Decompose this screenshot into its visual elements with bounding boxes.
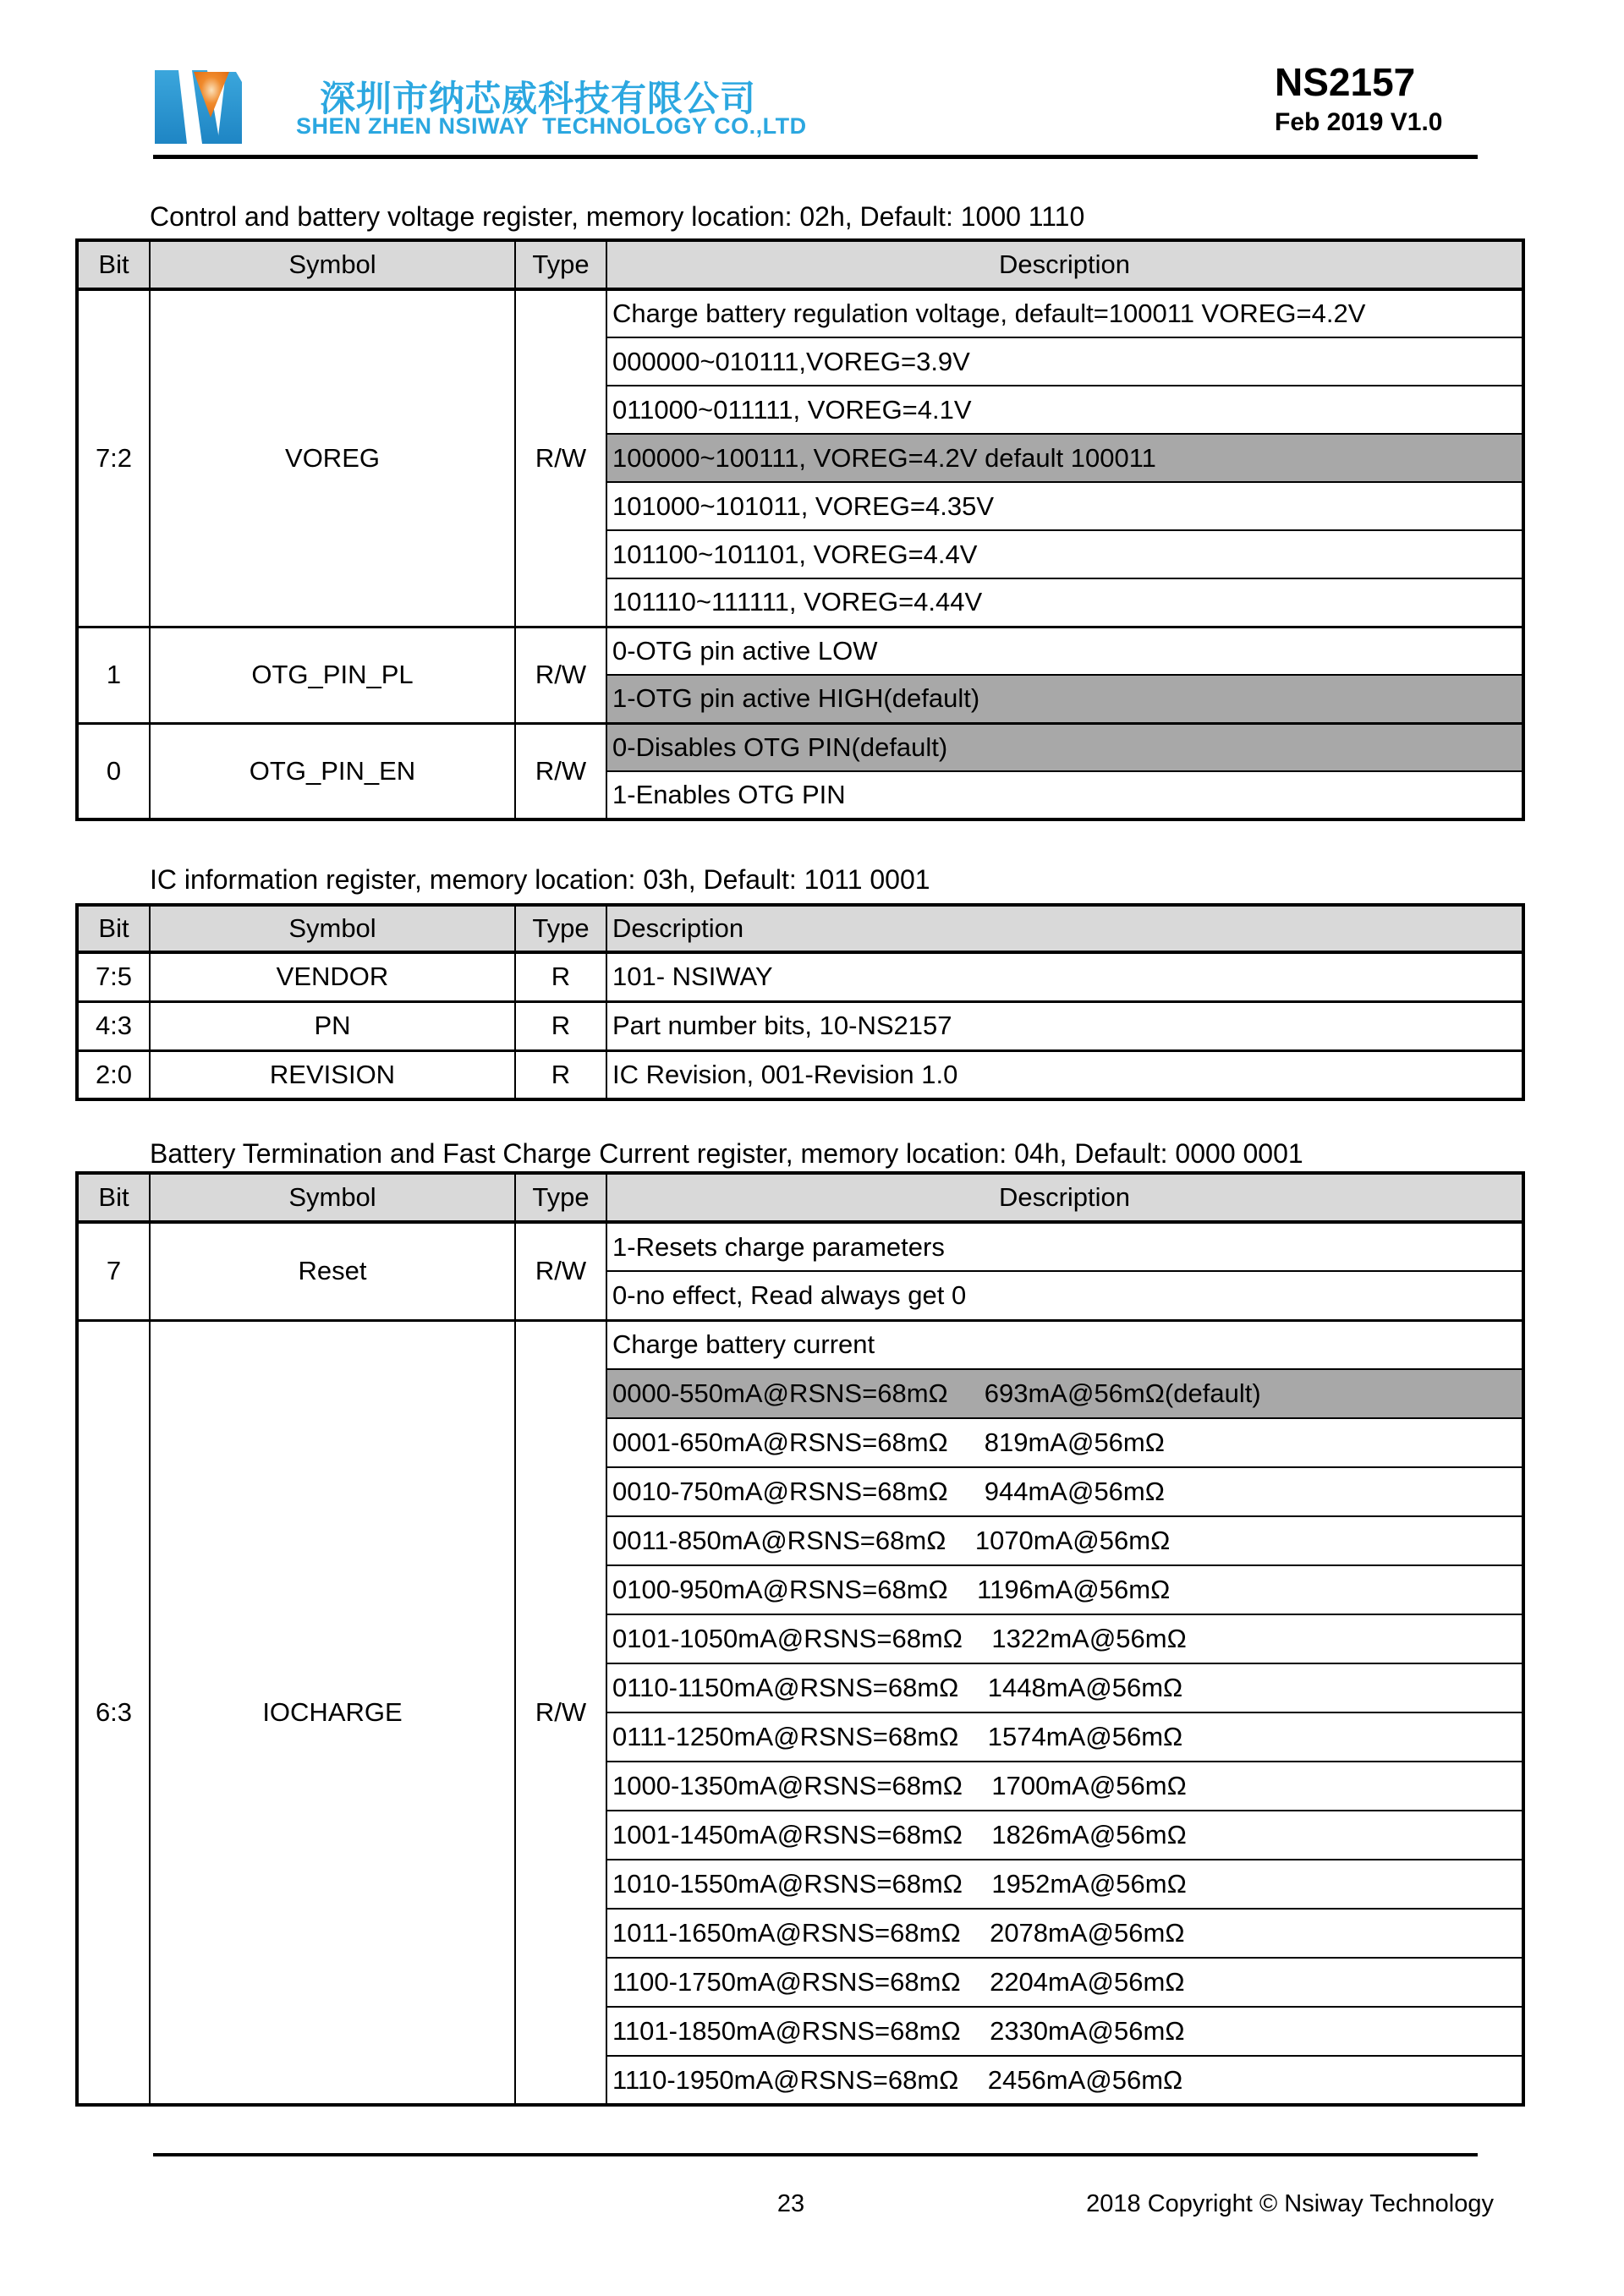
description-cell: 011000~011111, VOREG=4.1V: [606, 386, 1523, 434]
bit-cell: 0: [77, 723, 150, 819]
battery-termination-register-table: [75, 1171, 1525, 2107]
description-cell: 1110-1950mA@RSNS=68mΩ 2456mA@56mΩ: [606, 2056, 1523, 2105]
type-cell: R: [515, 952, 606, 1001]
type-cell: R: [515, 1050, 606, 1099]
control-battery-voltage-register-table: [75, 238, 1525, 821]
column-header-description: Description: [606, 905, 1523, 952]
type-cell: R/W: [515, 1222, 606, 1320]
document-revision: Feb 2019 V1.0: [1275, 108, 1443, 136]
description-cell: 0110-1150mA@RSNS=68mΩ 1448mA@56mΩ: [606, 1663, 1523, 1712]
symbol-cell: OTG_PIN_PL: [150, 627, 515, 723]
description-cell: 101110~111111, VOREG=4.44V: [606, 578, 1523, 627]
table-title-battery-termination: Battery Termination and Fast Charge Current register, memory location: 04h, Default: 0000 0001: [150, 1138, 1303, 1169]
bit-cell: 7:5: [77, 952, 150, 1001]
description-cell: 1-Enables OTG PIN: [606, 771, 1523, 819]
description-cell: 000000~010111,VOREG=3.9V: [606, 337, 1523, 386]
symbol-cell: VOREG: [150, 289, 515, 627]
ic-information-register-table: [75, 903, 1525, 1101]
description-cell: 1001-1450mA@RSNS=68mΩ 1826mA@56mΩ: [606, 1811, 1523, 1860]
description-cell: 0-no effect, Read always get 0: [606, 1271, 1523, 1320]
bit-cell: 7: [77, 1222, 150, 1320]
column-header-symbol: Symbol: [150, 1173, 515, 1222]
description-cell: 0010-750mA@RSNS=68mΩ 944mA@56mΩ: [606, 1467, 1523, 1516]
description-cell: IC Revision, 001-Revision 1.0: [606, 1050, 1523, 1099]
column-header-type: Type: [515, 905, 606, 952]
type-cell: R: [515, 1001, 606, 1050]
description-cell: 1-OTG pin active HIGH(default): [606, 675, 1523, 723]
copyright-text: 2018 Copyright © Nsiway Technology: [1086, 2190, 1494, 2217]
description-cell: 0000-550mA@RSNS=68mΩ 693mA@56mΩ(default): [606, 1369, 1523, 1418]
bit-cell: 6:3: [77, 1320, 150, 2105]
type-cell: R/W: [515, 723, 606, 819]
column-header-type: Type: [515, 240, 606, 289]
description-cell: 0011-850mA@RSNS=68mΩ 1070mA@56mΩ: [606, 1516, 1523, 1565]
table-title-control-battery-voltage: Control and battery voltage register, memory location: 02h, Default: 1000 1110: [150, 201, 1085, 232]
description-cell: 101000~101011, VOREG=4.35V: [606, 482, 1523, 530]
symbol-cell: PN: [150, 1001, 515, 1050]
description-cell: 0101-1050mA@RSNS=68mΩ 1322mA@56mΩ: [606, 1614, 1523, 1663]
description-cell: 101100~101101, VOREG=4.4V: [606, 530, 1523, 578]
description-cell: 1-Resets charge parameters: [606, 1222, 1523, 1271]
description-cell: 1000-1350mA@RSNS=68mΩ 1700mA@56mΩ: [606, 1762, 1523, 1811]
register-table: [75, 903, 1525, 1101]
description-cell: 101- NSIWAY: [606, 952, 1523, 1001]
description-cell: Charge battery regulation voltage, default=100011 VOREG=4.2V: [606, 289, 1523, 337]
header-rule: [153, 155, 1478, 159]
column-header-description: Description: [606, 1173, 1523, 1222]
column-header-symbol: Symbol: [150, 905, 515, 952]
page-number: 23: [776, 2190, 805, 2217]
type-cell: R/W: [515, 289, 606, 627]
column-header-bit: Bit: [77, 240, 150, 289]
description-cell: 1100-1750mA@RSNS=68mΩ 2204mA@56mΩ: [606, 1958, 1523, 2007]
column-header-description: Description: [606, 240, 1523, 289]
bit-cell: 7:2: [77, 289, 150, 627]
description-cell: 0111-1250mA@RSNS=68mΩ 1574mA@56mΩ: [606, 1712, 1523, 1762]
symbol-cell: OTG_PIN_EN: [150, 723, 515, 819]
description-cell: 0100-950mA@RSNS=68mΩ 1196mA@56mΩ: [606, 1565, 1523, 1614]
nsiway-logo: [155, 70, 242, 144]
logo-left-bar: [155, 70, 187, 144]
description-cell: 1011-1650mA@RSNS=68mΩ 2078mA@56mΩ: [606, 1909, 1523, 1958]
description-cell: 1010-1550mA@RSNS=68mΩ 1952mA@56mΩ: [606, 1860, 1523, 1909]
description-cell: 0001-650mA@RSNS=68mΩ 819mA@56mΩ: [606, 1418, 1523, 1467]
company-name-en: SHEN ZHEN NSIWAY TECHNOLOGY CO.,LTD: [296, 113, 807, 139]
company-name-cn: 深圳市纳芯威科技有限公司: [320, 79, 757, 118]
description-cell: 100000~100111, VOREG=4.2V default 100011: [606, 434, 1523, 482]
description-cell: Charge battery current: [606, 1320, 1523, 1369]
column-header-bit: Bit: [77, 905, 150, 952]
description-cell: 0-Disables OTG PIN(default): [606, 723, 1523, 771]
symbol-cell: REVISION: [150, 1050, 515, 1099]
symbol-cell: Reset: [150, 1222, 515, 1320]
column-header-bit: Bit: [77, 1173, 150, 1222]
footer-rule: [153, 2153, 1478, 2156]
bit-cell: 4:3: [77, 1001, 150, 1050]
part-number: NS2157: [1275, 60, 1416, 104]
symbol-cell: IOCHARGE: [150, 1320, 515, 2105]
description-cell: 1101-1850mA@RSNS=68mΩ 2330mA@56mΩ: [606, 2007, 1523, 2056]
description-cell: Part number bits, 10-NS2157: [606, 1001, 1523, 1050]
description-cell: 0-OTG pin active LOW: [606, 627, 1523, 675]
column-header-symbol: Symbol: [150, 240, 515, 289]
column-header-type: Type: [515, 1173, 606, 1222]
symbol-cell: VENDOR: [150, 952, 515, 1001]
bit-cell: 1: [77, 627, 150, 723]
bit-cell: 2:0: [77, 1050, 150, 1099]
table-title-ic-information: IC information register, memory location: 03h, Default: 1011 0001: [150, 864, 930, 895]
type-cell: R/W: [515, 627, 606, 723]
register-table: [75, 1171, 1525, 2107]
register-table: [75, 238, 1525, 821]
type-cell: R/W: [515, 1320, 606, 2105]
